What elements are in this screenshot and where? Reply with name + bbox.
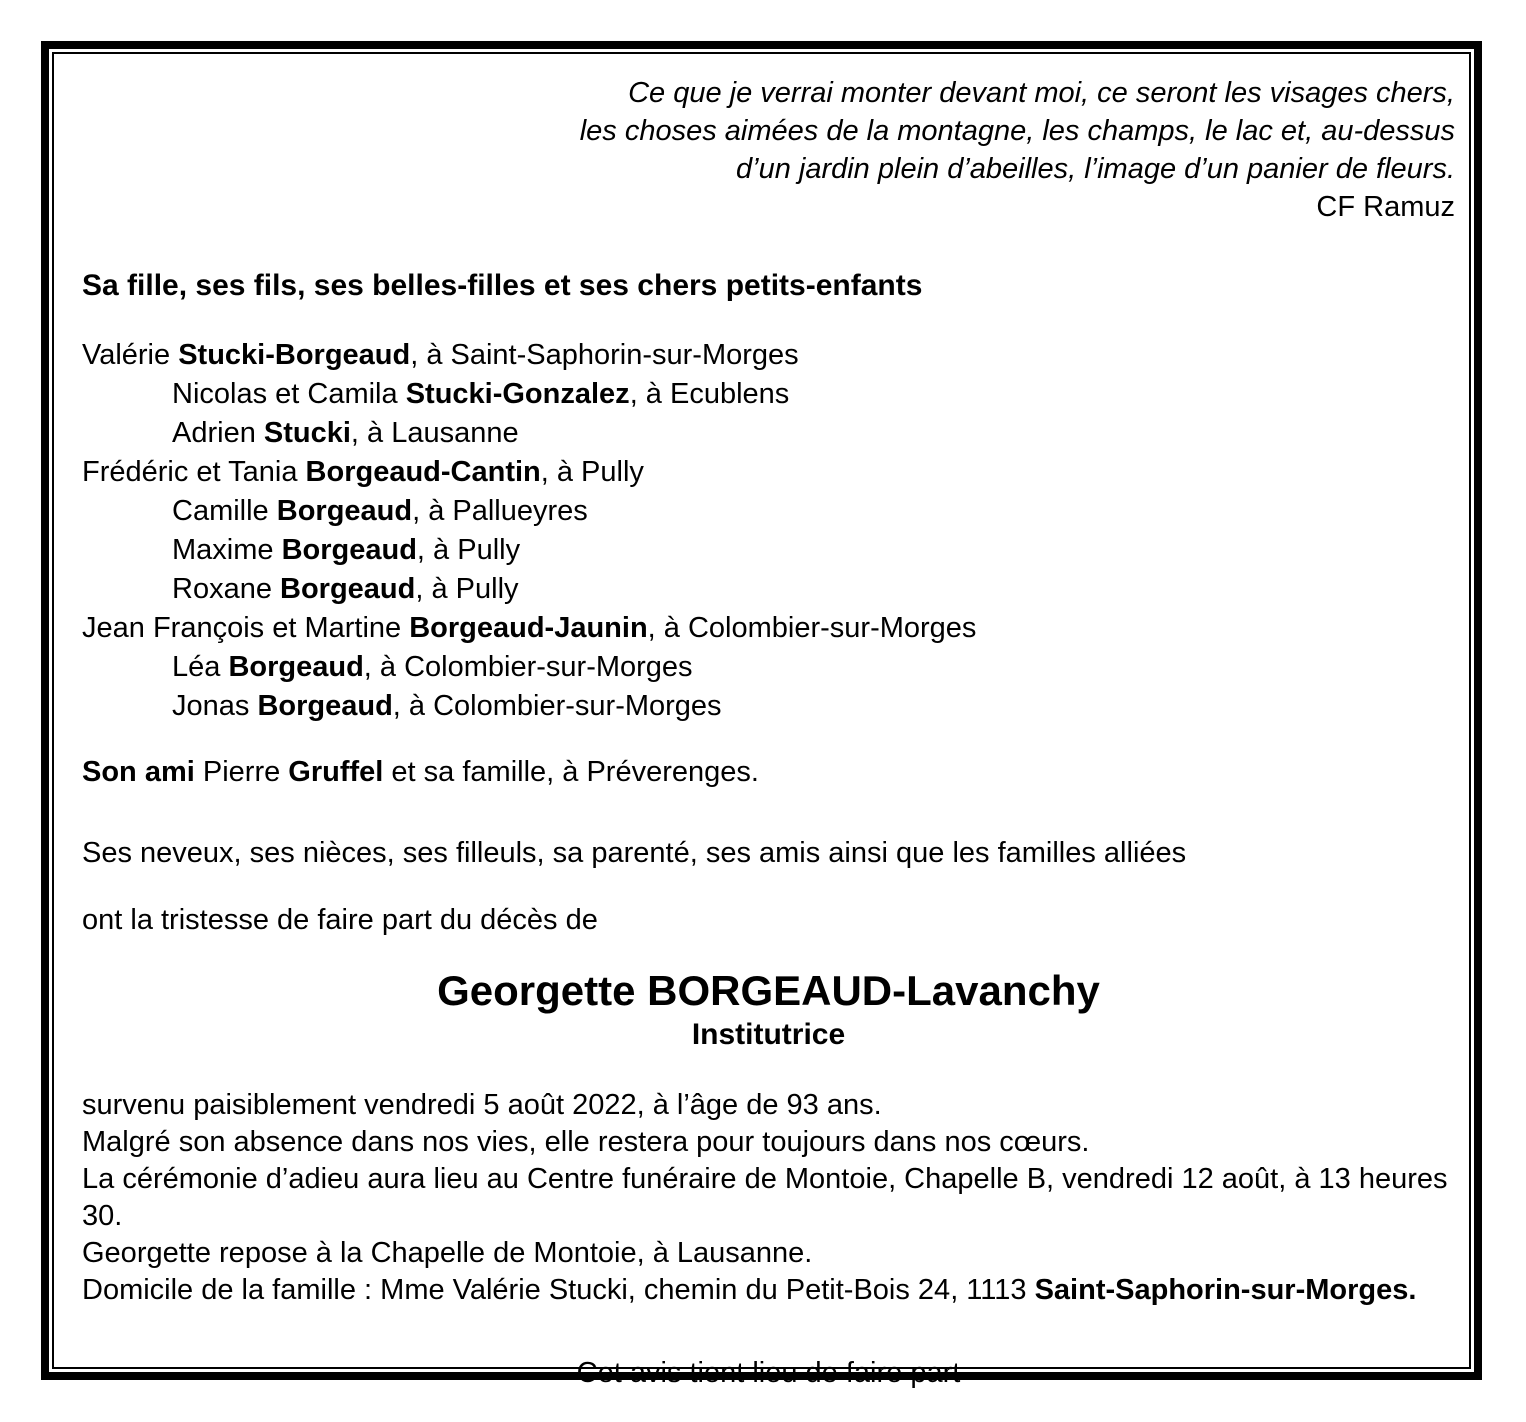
member-surname: Borgeaud <box>257 690 393 722</box>
closing-line: Cet avis tient lieu de faire part <box>576 1357 961 1389</box>
member-surname: Stucki-Borgeaud <box>178 339 411 371</box>
domicile-bold-location: Saint-Saphorin-sur-Morges. <box>1034 1274 1417 1306</box>
member-location: , à Pully <box>416 534 521 566</box>
member-pre: Camille <box>172 495 277 527</box>
friend-line <box>82 753 1455 792</box>
family-list <box>82 336 1455 726</box>
quote-line-3: d’un jardin plein d’abeilles, l’image d’un panier de fleurs. <box>736 153 1455 185</box>
member-pre: Léa <box>172 651 229 683</box>
friend-mid: Pierre <box>194 756 289 788</box>
friend-surname: Gruffel <box>288 756 384 788</box>
member-surname: Stucki <box>263 417 351 449</box>
deceased-name: Georgette BORGEAUD-Lavanchy <box>437 967 1100 1014</box>
obituary-card <box>52 52 1471 1389</box>
family-header: Sa fille, ses fils, ses belles-filles et ses chers petits-enfants <box>82 269 923 302</box>
detail-domicile-line <box>82 1272 1455 1309</box>
epigraph-quote <box>82 74 1455 188</box>
member-pre: Maxime <box>172 534 282 566</box>
member-pre: Jean François et Martine <box>82 612 410 644</box>
detail-death-line: survenu paisiblement vendredi 5 août 2022, à l’âge de 93 ans. <box>82 1089 882 1121</box>
member-pre: Adrien <box>172 417 264 449</box>
member-pre: Roxane <box>172 573 281 605</box>
member-location: , à Saint-Saphorin-sur-Morges <box>410 339 799 371</box>
quote-line-2: les choses aimées de la montagne, les champs, le lac et, au-dessus <box>579 115 1455 147</box>
member-location: , à Colombier-sur-Morges <box>363 651 693 683</box>
quote-line-1: Ce que je verrai monter devant moi, ce seront les visages chers, <box>628 77 1455 109</box>
family-member-row <box>82 687 1455 726</box>
member-pre: Nicolas et Camila <box>172 378 406 410</box>
member-surname: Borgeaud <box>228 651 364 683</box>
family-member-row <box>82 414 1455 453</box>
detail-ceremony-line: La cérémonie d’adieu aura lieu au Centre funéraire de Montoie, Chapelle B, vendredi 12 août, à 13 heures 30. <box>82 1163 1448 1232</box>
detail-memory-line: Malgré son absence dans nos vies, elle restera pour toujours dans nos cœurs. <box>82 1126 1090 1158</box>
member-pre: Jonas <box>172 690 258 722</box>
member-location: , à Colombier-sur-Morges <box>647 612 977 644</box>
friend-post: et sa famille, à Préverenges. <box>383 756 759 788</box>
member-location: , à Pully <box>540 456 644 488</box>
deceased-block <box>82 966 1455 1054</box>
detail-repose-line: Georgette repose à la Chapelle de Montoie, à Lausanne. <box>82 1237 813 1269</box>
family-member-row <box>82 609 1455 648</box>
family-member-row <box>82 531 1455 570</box>
family-member-row <box>82 336 1455 375</box>
member-location: , à Pully <box>415 573 519 605</box>
member-surname: Borgeaud-Jaunin <box>409 612 648 644</box>
family-member-row <box>82 375 1455 414</box>
member-surname: Borgeaud <box>280 573 416 605</box>
member-location: , à Colombier-sur-Morges <box>392 690 722 722</box>
member-surname: Stucki-Gonzalez <box>405 378 630 410</box>
quote-attribution: CF Ramuz <box>1316 191 1455 223</box>
member-location: , à Ecublens <box>629 378 790 410</box>
details-paragraph <box>82 1087 1455 1309</box>
member-surname: Borgeaud-Cantin <box>305 456 541 488</box>
member-pre: Frédéric et Tania <box>82 456 306 488</box>
announcement-line: ont la tristesse de faire part du décès de <box>82 904 598 936</box>
family-member-row <box>82 648 1455 687</box>
deceased-title: Institutrice <box>691 1018 846 1051</box>
member-location: , à Pallueyres <box>412 495 588 527</box>
domicile-pre: Domicile de la famille : Mme Valérie Stucki, chemin du Petit-Bois 24, 1113 <box>82 1274 1035 1306</box>
friend-bold-prefix: Son ami <box>82 756 195 788</box>
family-member-row <box>82 453 1455 492</box>
member-location: , à Lausanne <box>350 417 519 449</box>
member-surname: Borgeaud <box>276 495 413 527</box>
member-pre: Valérie <box>82 339 179 371</box>
double-border-frame <box>41 41 1482 1389</box>
family-member-row <box>82 570 1455 609</box>
family-member-row <box>82 492 1455 531</box>
member-surname: Borgeaud <box>281 534 417 566</box>
relatives-line: Ses neveux, ses nièces, ses filleuls, sa parenté, ses amis ainsi que les familles alliées <box>82 837 1187 869</box>
